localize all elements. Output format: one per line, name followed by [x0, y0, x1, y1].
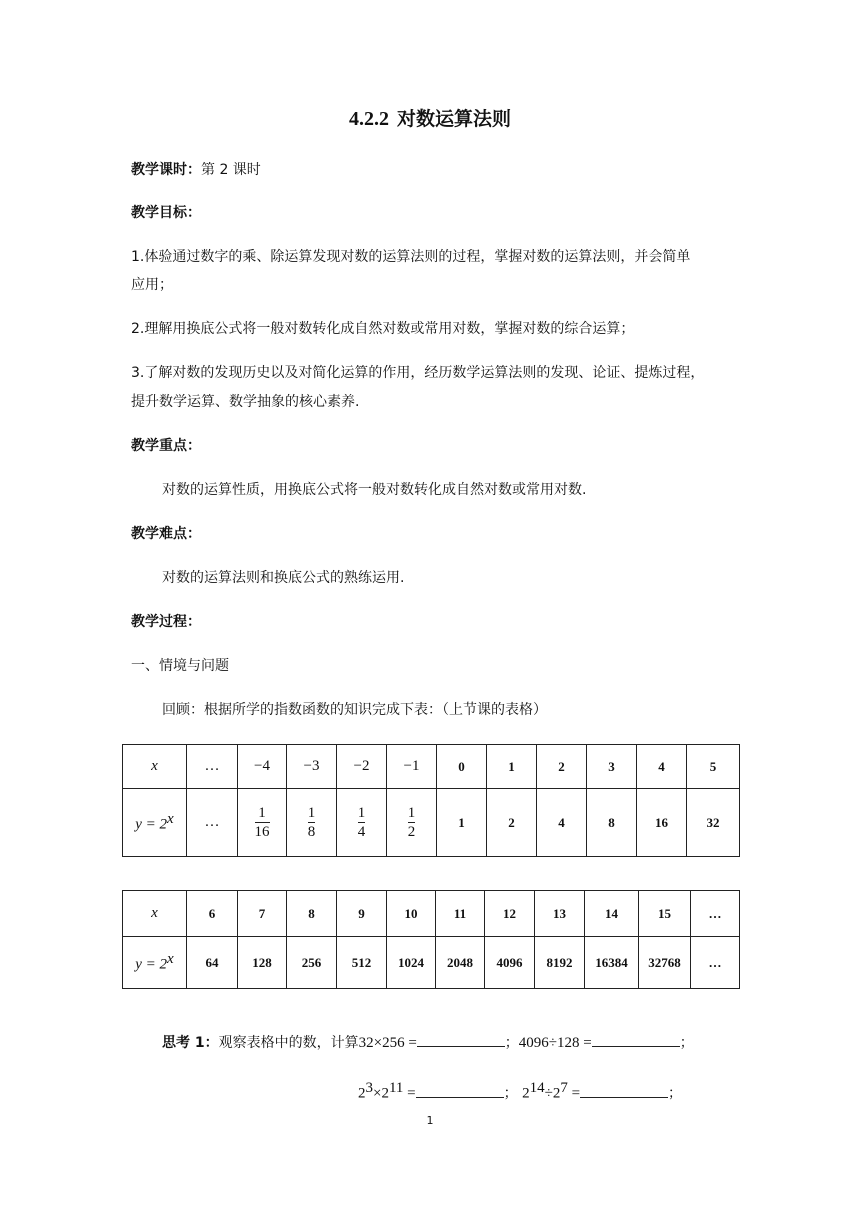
table-row: [123, 745, 740, 789]
table-cell: −2: [337, 745, 387, 789]
table-cell: [387, 789, 437, 857]
table-cell: 16: [637, 789, 687, 857]
table-cell: [287, 789, 337, 857]
table-cell: 11: [436, 891, 485, 937]
lesson-hours: 教学课时：第 2 课时: [131, 162, 261, 178]
table-cell: 7: [238, 891, 287, 937]
table-cell: 14: [585, 891, 639, 937]
objective-2: 2.理解用换底公式将一般对数转化成自然对数或常用对数，掌握对数的综合运算；: [131, 321, 635, 337]
page-number: 1: [426, 1114, 434, 1127]
table-cell: $y = 2^x$: [123, 789, 187, 857]
answer-blank[interactable]: [417, 1032, 505, 1047]
table-cell: 15: [639, 891, 691, 937]
think-1-line1: 思考 1：观察表格中的数，计算32×256 = ；4096÷128 = ；: [162, 1032, 694, 1052]
table-cell: 4: [637, 745, 687, 789]
answer-blank[interactable]: [580, 1083, 668, 1098]
think-1-line2: $2^3\times 2^{11}$ = ； $2^{14}\div 2^7$ = ；: [358, 1080, 683, 1102]
answer-blank[interactable]: [416, 1083, 504, 1098]
table-cell: 8192: [535, 937, 585, 989]
table-row: [123, 789, 740, 857]
table-cell: 8: [587, 789, 637, 857]
table-cell: 3: [587, 745, 637, 789]
page-title: 4.2.2 对数运算法则: [348, 108, 511, 130]
table-cell: …: [691, 937, 740, 989]
table-cell: 5: [687, 745, 740, 789]
table-cell: −3: [287, 745, 337, 789]
table-cell: …: [691, 891, 740, 937]
answer-blank[interactable]: [592, 1032, 680, 1047]
objective-3-line2: 提升数学运算、数学抽象的核心素养.: [131, 394, 360, 410]
table-cell: 0: [437, 745, 487, 789]
table-cell: −4: [238, 745, 287, 789]
table-cell: −1: [387, 745, 437, 789]
fraction: $\frac{1}{16}$: [254, 805, 270, 840]
table-cell: 4096: [485, 937, 535, 989]
table-cell: 2: [537, 745, 587, 789]
table-cell: 13: [535, 891, 585, 937]
table-cell: 12: [485, 891, 535, 937]
difficulties-text: 对数的运算法则和换底公式的熟练运用.: [162, 570, 405, 586]
table-cell: 2: [487, 789, 537, 857]
table-cell: 10: [387, 891, 436, 937]
review-text: 回顾：根据所学的指数函数的知识完成下表：（上节课的表格）: [162, 702, 547, 718]
section-heading: 一、情境与问题: [131, 658, 229, 674]
table-cell: 1024: [387, 937, 436, 989]
key-points-text: 对数的运算性质，用换底公式将一般对数转化成自然对数或常用对数.: [162, 482, 587, 498]
exponent-table-1: [122, 744, 740, 857]
objective-1-line1: 1.体验通过数字的乘、除运算发现对数的运算法则的过程，掌握对数的运算法则，并会简单: [131, 249, 691, 265]
exponent-table-2: [122, 890, 740, 989]
table-cell: 4: [537, 789, 587, 857]
key-points-heading: 教学重点：: [131, 438, 201, 454]
fraction: $\frac{1}{8}$: [307, 805, 316, 840]
table-row: [123, 891, 740, 937]
table-cell: 64: [187, 937, 238, 989]
fraction: $\frac{1}{4}$: [357, 805, 366, 840]
process-heading: 教学过程：: [131, 614, 201, 630]
table-cell: 1: [437, 789, 487, 857]
table-cell: 32: [687, 789, 740, 857]
table-cell: 9: [337, 891, 387, 937]
table-cell: 8: [287, 891, 337, 937]
table-cell: x: [123, 891, 187, 937]
table-cell: …: [187, 745, 238, 789]
difficulties-heading: 教学难点：: [131, 526, 201, 542]
table-cell: $y = 2^x$: [123, 937, 187, 989]
fraction: $\frac{1}{2}$: [407, 805, 416, 840]
objective-1-line2: 应用；: [131, 277, 173, 293]
table-cell: 512: [337, 937, 387, 989]
table-cell: 6: [187, 891, 238, 937]
table-cell: 256: [287, 937, 337, 989]
table-cell: …: [187, 789, 238, 857]
table-cell: 1: [487, 745, 537, 789]
table-row: [123, 937, 740, 989]
table-cell: 2048: [436, 937, 485, 989]
table-cell: x: [123, 745, 187, 789]
table-cell: 128: [238, 937, 287, 989]
table-cell: 16384: [585, 937, 639, 989]
table-cell: [337, 789, 387, 857]
table-cell: 32768: [639, 937, 691, 989]
objectives-heading: 教学目标：: [131, 205, 201, 221]
table-cell: [238, 789, 287, 857]
objective-3-line1: 3.了解对数的发现历史以及对简化运算的作用，经历数学运算法则的发现、论证、提炼过程，: [131, 365, 705, 381]
